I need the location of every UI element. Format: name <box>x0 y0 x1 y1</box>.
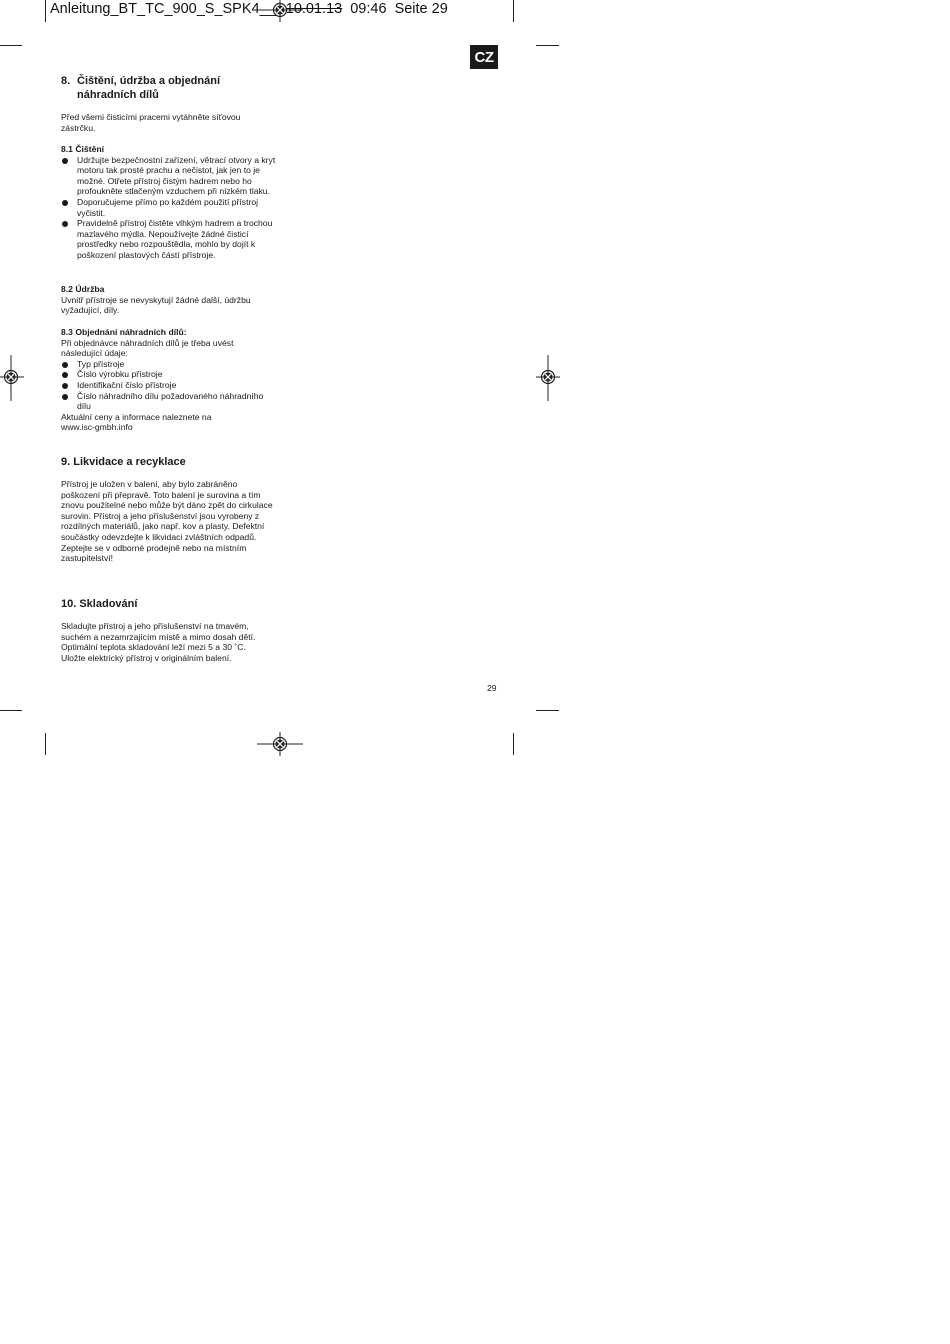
registration-mark-icon <box>257 732 303 756</box>
page-number: 29 <box>487 683 497 693</box>
section-9 <box>61 456 276 470</box>
section-8-2-title: 8.2 Údržba <box>61 284 105 294</box>
section-8-title-line2: náhradních dílů <box>77 88 159 101</box>
section-9-title: 9. Likvidace a recyklace <box>61 456 186 468</box>
list-item: Číslo výrobku přístroje <box>61 369 276 380</box>
section-8-intro <box>61 112 261 133</box>
crop-mark <box>536 710 559 711</box>
print-header <box>50 1 448 17</box>
section-8-2 <box>61 284 276 316</box>
cleaning-list <box>61 155 276 261</box>
list-item: Udržujte bezpečnostní zařízení, větrací otvory a kryt motoru tak prosté prachu a nečistot, jak jen to je možné. Otřete přístroj čistým hadrem nebo ho profoukněte stlačeným vzduchem při nízkém tlaku. <box>61 155 276 197</box>
header-time: 09:46 <box>350 1 387 17</box>
section-8-number: 8. <box>61 75 71 87</box>
registration-mark-icon <box>536 355 560 401</box>
section-8-title-line1: Čištění, údržba a objednání <box>77 75 221 87</box>
list-item: Typ přístroje <box>61 359 276 370</box>
crop-mark <box>45 0 46 22</box>
header-page-label: Seite 29 <box>394 1 448 17</box>
registration-mark-icon <box>0 355 24 401</box>
section-9-body <box>61 479 273 564</box>
section-8-intro-text: Před všemi čisticími pracemi vytáhněte síťovou zástrčku. <box>61 112 241 133</box>
registration-mark-icon <box>257 0 303 22</box>
section-8-3-title: 8.3 Objednání náhradních dílů: <box>61 327 187 337</box>
section-8-3-intro: Při objednávce náhradních dílů je třeba uvést následující údaje: <box>61 337 234 359</box>
section-8-heading <box>61 75 276 102</box>
list-item: Doporučujeme přímo po každém použití přístroj vyčistit. <box>61 197 276 218</box>
crop-mark <box>536 45 559 46</box>
order-info-list <box>61 359 276 412</box>
section-8-3 <box>61 327 276 433</box>
crop-mark <box>0 45 22 46</box>
header-filename: Anleitung_BT_TC_900_S_SPK4__ <box>50 1 276 17</box>
section-8-1-title: 8.1 Čištění <box>61 144 104 154</box>
section-10-body <box>61 621 267 663</box>
list-item: Identifikační číslo přístroje <box>61 380 276 391</box>
crop-mark <box>0 710 22 711</box>
section-10 <box>61 598 276 612</box>
section-8-1 <box>61 144 276 261</box>
list-item: Pravidelně přístroj čistěte vlhkým hadrem a trochou mazlavého mýdla. Nepoužívejte žádné čisticí prostředky nebo rozpouštědla, mohlo by dojít k poškození plastových částí přístroje. <box>61 218 276 260</box>
list-item: Číslo náhradního dílu požadovaného náhradního dílu <box>61 391 276 412</box>
section-8-3-outro: Aktuální ceny a informace naleznete na www.isc-gmbh.info <box>61 411 212 433</box>
section-8-2-text: Uvnitř přístroje se nevyskytují žádné další, údržbu vyžadující, díly. <box>61 294 251 316</box>
crop-mark <box>45 733 46 755</box>
header-date: 10.01.13 <box>285 1 343 17</box>
crop-mark <box>513 733 514 755</box>
language-badge: CZ <box>470 45 498 69</box>
section-9-text: Přístroj je uložen v balení, aby bylo zabráněno poškození při přepravě. Toto balení je surovina a tím znovu použitelné nebo může být dáno zpět do cirkulace surovin. Přístroj a jeho příslušenství jsou vyrobeny z rozdílných materiálů, jako např. kov a plasty. Defektní součástky odevzdejte k likvidaci zvláštních odpadů. Zeptejte se v odborné prodejně nebo na místním zastupitelství! <box>61 479 273 564</box>
section-10-text: Skladujte přístroj a jeho příslušenství na tmavém, suchém a nezamrzajícím místě a mimo dosah dětí. Optimální teplota skladování leží mezi 5 a 30 ˚C. Uložte elektrický přístroj v originálním balení. <box>61 621 256 663</box>
crop-mark <box>513 0 514 22</box>
section-10-title: 10. Skladování <box>61 598 138 610</box>
